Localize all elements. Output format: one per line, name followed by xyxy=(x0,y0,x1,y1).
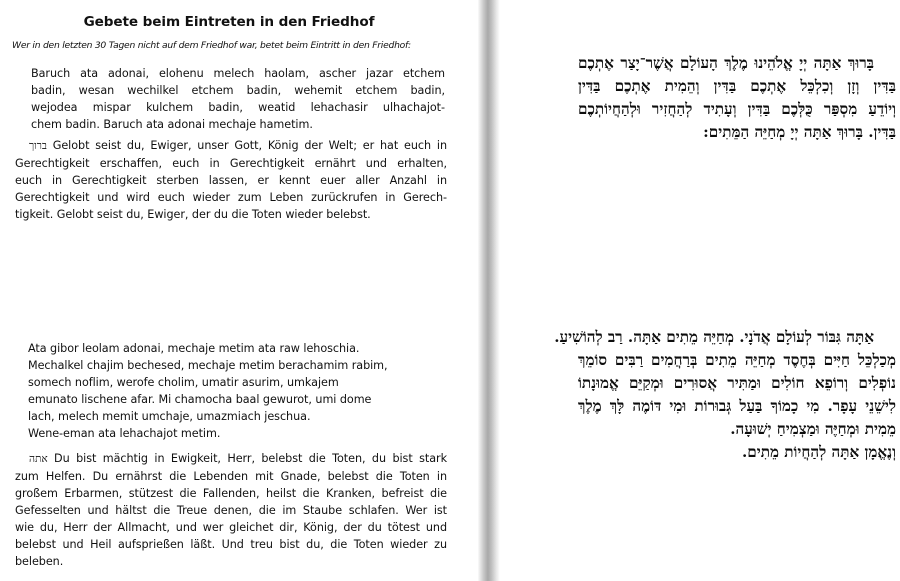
translation-paragraph-2 xyxy=(15,450,447,570)
text-line: Mechalkel chajim bechesed, mechaje metim berachamim rabim, xyxy=(28,359,388,372)
hebrew-line: נוֹפְלִים וְרוֹפֵא חוֹלִים וּמַתִּיר אֲסוּרִים וּמְקַיֵּם אֱמוּנָתוֹ xyxy=(578,374,896,392)
text-line: wie du, Herr der Allmacht, und wer gleichet dir, König, der du tötest und xyxy=(15,521,447,534)
hebrew-line: מֵמִית וּמְחַיֶּה וּמַצְמִיחַ יְשׁוּעָה. xyxy=(730,420,896,438)
hebrew-line: וְיוֹדֵעַ מִסְפַּר כֻּלְּכֶם בַּדִּין וְעָתִיד לְהַחֲזִיר וּלְהַחֲיוֹתְכֶם xyxy=(578,100,896,118)
hebrew-line: וְנֶאֱמָן אַתָּה לְהַחֲיוֹת מֵתִים. xyxy=(741,443,896,461)
text-line: Ata gibor leolam adonai, mechaje metim ata raw lehoschia. xyxy=(28,342,360,355)
text-line: badin, wesan wechilkel etchem badin, wehemit etchem badin, xyxy=(31,84,445,97)
text-line-content: Du bist mächtig in Ewigkeit, Herr, belebst die Toten, du bist stark xyxy=(54,452,447,465)
hebrew-paragraph-1 xyxy=(578,52,896,144)
translation-paragraph-1 xyxy=(15,137,447,223)
text-line: Wene-eman ata lehachajot metim. xyxy=(28,427,221,440)
text-line: chem badin. Baruch ata adonai mechaje hametim. xyxy=(31,118,313,131)
text-line: großem Erbarmen, stützest die Fallenden, heilst die Kranken, befreist die xyxy=(15,487,447,500)
text-line: belebst und Heil aufsprießen läßt. Und treu bist du, die Toten wieder zu xyxy=(15,538,447,551)
text-line: somech noflim, werofe cholim, umatir asurim, umkajem xyxy=(28,376,339,389)
text-line: Gerechtigkeit erschaffen, euch in Gerechtigkeit ernährt und erhalten, xyxy=(15,157,447,170)
page-subtitle: Wer in den letzten 30 Tagen nicht auf dem Friedhof war, betet beim Eintritt in den Friedhof: xyxy=(12,40,411,51)
text-line-content: Gelobt seist du, Ewiger, unser Gott, König der Welt; er hat euch in xyxy=(52,139,447,152)
text-line xyxy=(15,137,447,155)
hebrew-line: בַּדִּין. בָּרוּךְ אַתָּה יְיָ מְחַיֵּה הַמֵּתִים: xyxy=(703,123,896,141)
text-line: emunato lischene afar. Mi chamocha baal gewurot, umi dome xyxy=(28,393,372,406)
hebrew-line: אַתָּה גִּבּוֹר לְעוֹלָם אֲדֹנָי. מְחַיֵּה מֵתִים אַתָּה. רַב לְהוֹשִׁיעַ. xyxy=(554,328,874,346)
transliteration-paragraph-2 xyxy=(28,340,408,442)
transliteration-paragraph-1 xyxy=(31,65,445,133)
hebrew-line: מְכַלְכֵּל חַיִּים בְּחֶסֶד מְחַיֵּה מֵתִים בְּרַחֲמִים רַבִּים סוֹמֵךְ xyxy=(578,351,896,369)
book-gutter xyxy=(478,0,500,581)
hebrew-line: בָּרוּךְ אַתָּה יְיָ אֱלֹהֵינוּ מֶלֶךְ הָעוֹלָם אֲשֶׁר־יָצַר אֶתְכֶם xyxy=(578,54,874,72)
text-line: lach, melech memit umchaje, umazmiach jeschua. xyxy=(28,410,311,423)
text-line: beleben. xyxy=(15,555,64,568)
hebrew-lead-word: אתה xyxy=(29,453,48,465)
hebrew-line: בַּדִּין וְזָן וְכִלְכֵּל אֶתְכֶם בַּדִּין וְהֵמִית אֶתְכֶם בַּדִּין xyxy=(578,77,896,95)
page-title: Gebete beim Eintreten in den Friedhof xyxy=(83,14,375,30)
text-line: Gefesselten und hältst die Treue denen, die im Staube schlafen. Wer ist xyxy=(15,504,447,517)
text-line: zum Helfen. Du ernährst die Lebenden mit Gnade, belebst die Toten in xyxy=(15,470,447,483)
text-line: wejodea mispar kulchem badin, weatid lehachasir ulhachajot- xyxy=(31,101,445,114)
text-line: Gerechtigkeit und wird euch wieder zum Leben zurückrufen in Gerech- xyxy=(15,191,447,204)
text-line: tigkeit. Gelobt seist du, Ewiger, der du die Toten wieder belebst. xyxy=(15,208,371,221)
hebrew-lead-word: ברוך xyxy=(29,140,47,152)
hebrew-line: לִישֵׁנֵי עָפָר. מִי כָמוֹךָ בַּעַל גְּבוּרוֹת וּמִי דּוֹמֶה לָּךְ מֶלֶךְ xyxy=(578,397,896,415)
text-line: euch in Gerechtigkeit sterben lassen, er kennt euer aller Anzahl in xyxy=(15,174,447,187)
hebrew-paragraph-2 xyxy=(554,326,896,464)
text-line: Baruch ata adonai, elohenu melech haolam, ascher jazar etchem xyxy=(31,67,445,80)
text-line xyxy=(15,450,447,468)
